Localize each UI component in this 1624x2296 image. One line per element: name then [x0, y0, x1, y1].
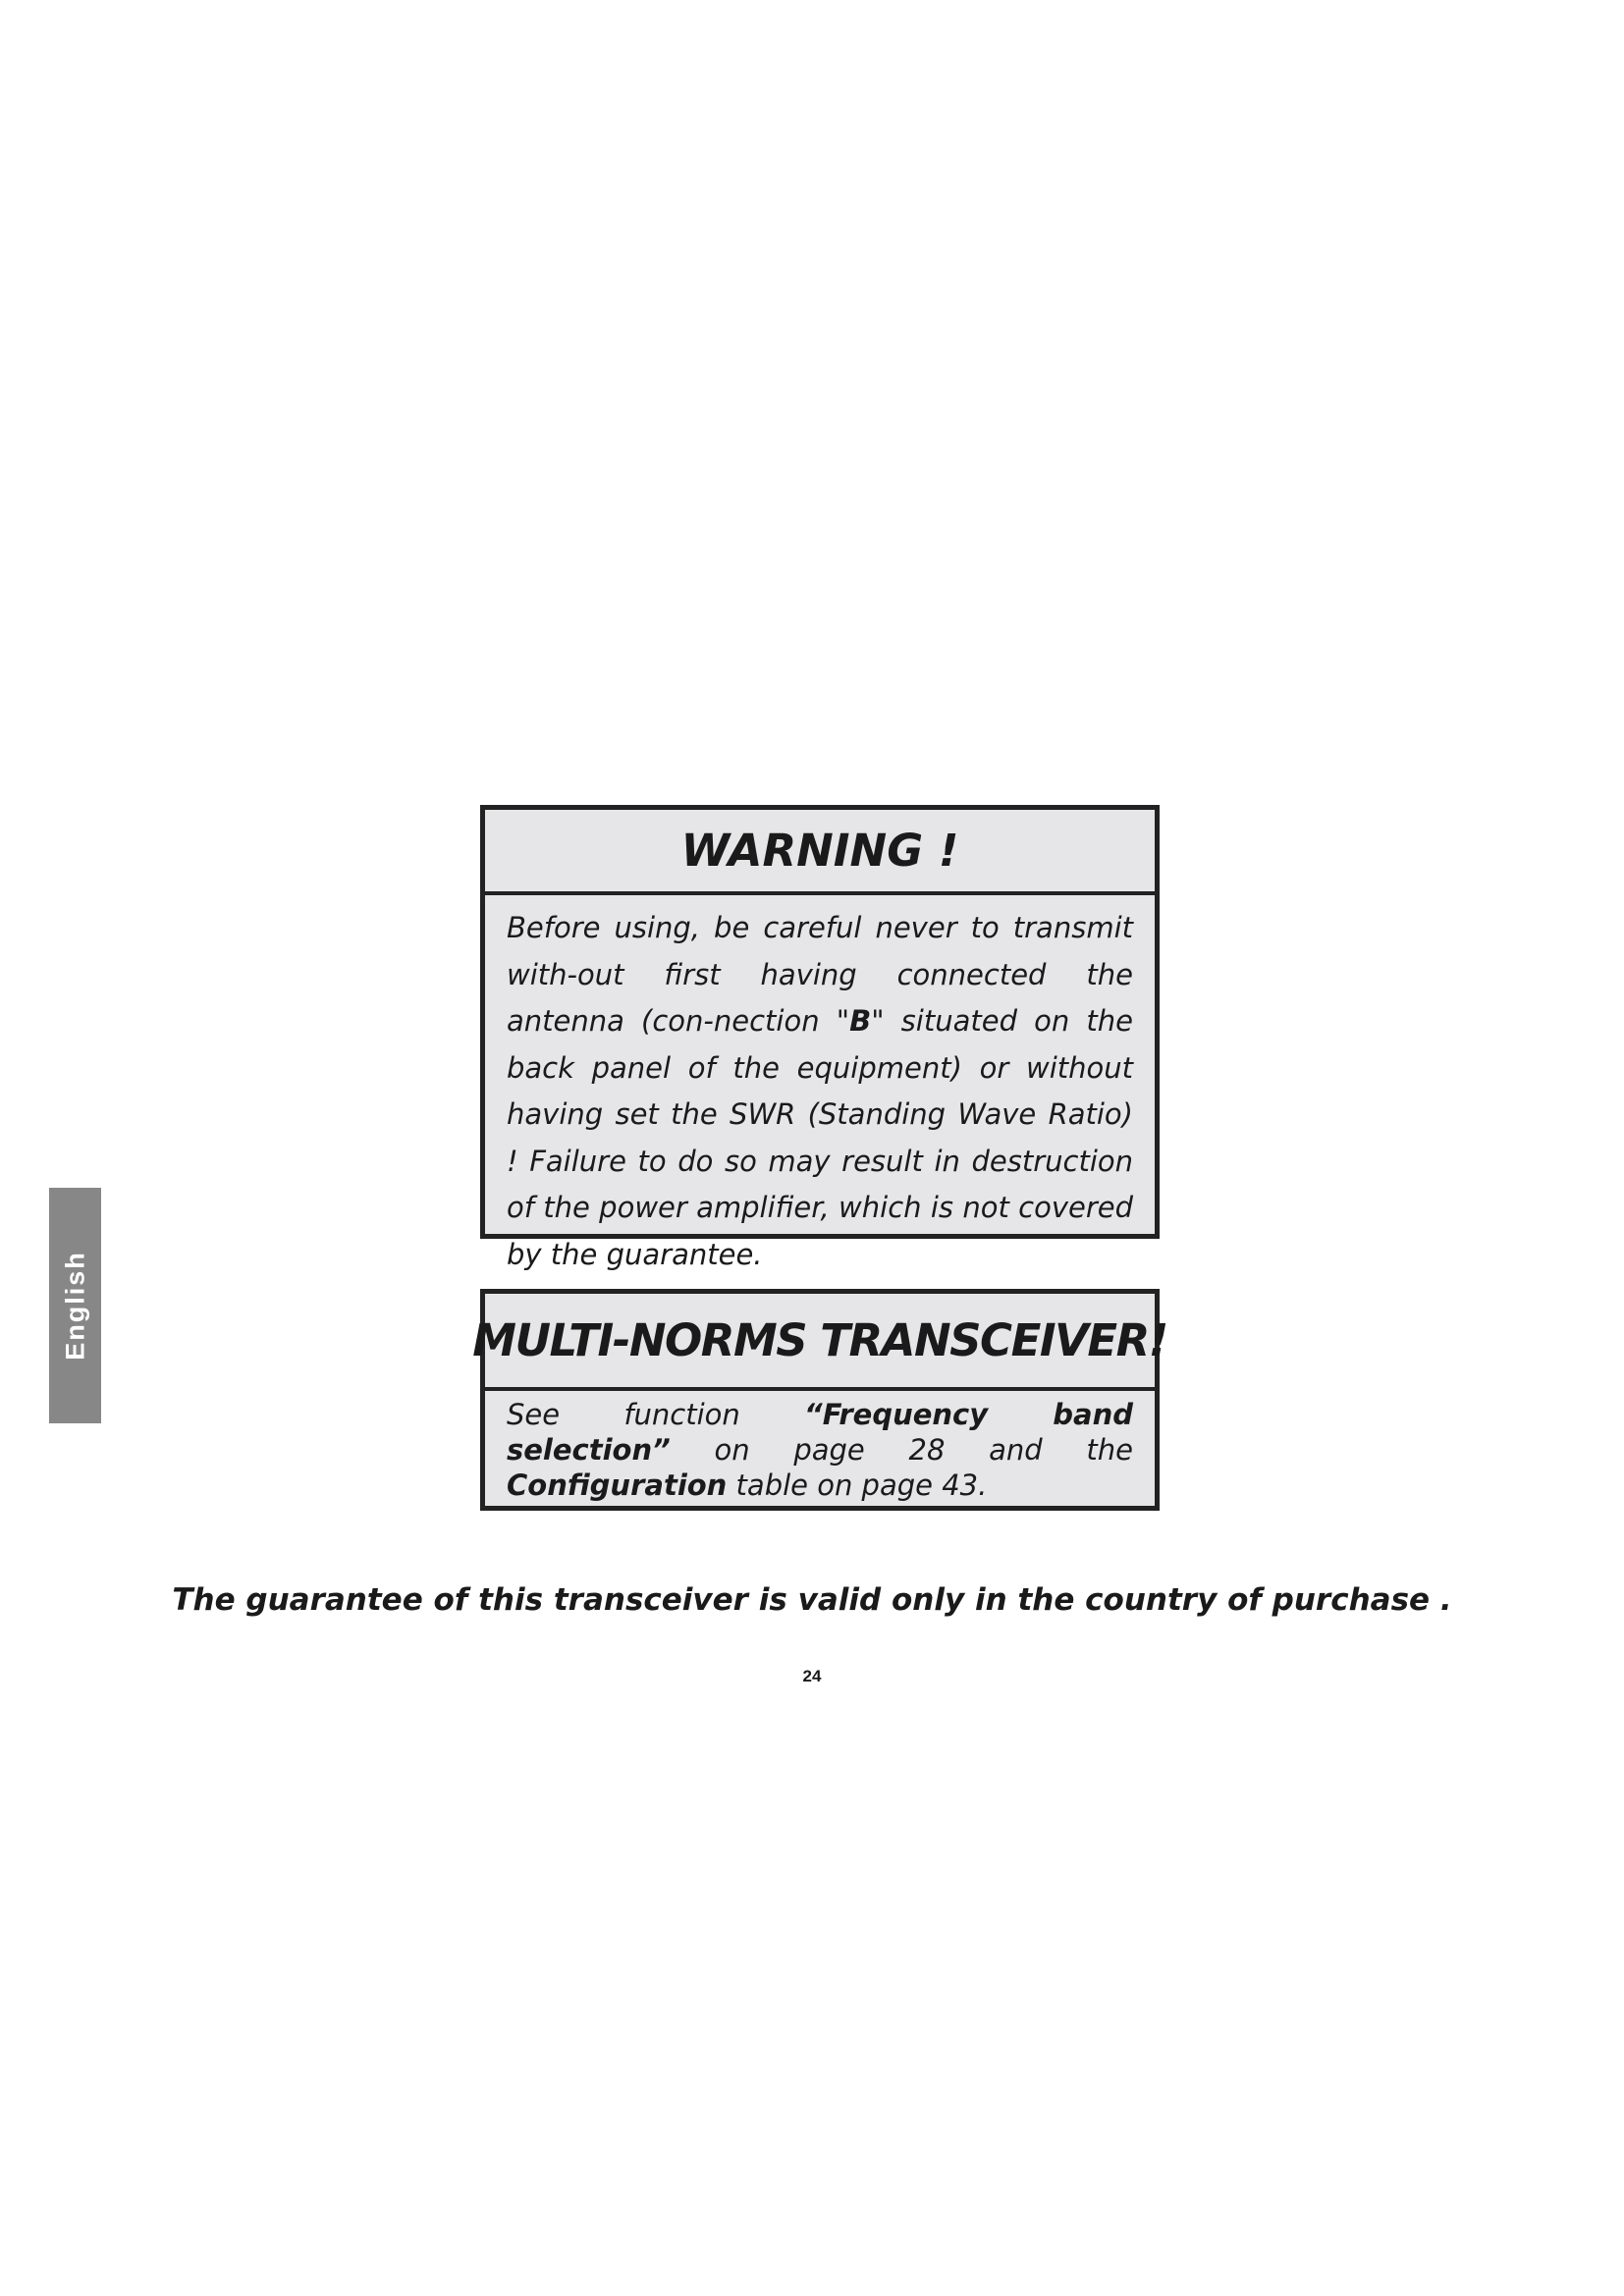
warning-text [485, 895, 1155, 1278]
multi-norms-text [485, 1391, 1155, 1503]
multi-norms-text-part3: table on page 43. [727, 1468, 988, 1502]
language-tab-label: English [60, 1251, 89, 1361]
multi-norms-box [472, 1289, 1167, 1511]
language-side-tab [49, 1188, 101, 1423]
warning-text-part1: Before using, be careful never to transmit with-out first having connected the antenna (con-nection " [507, 911, 1133, 1038]
warning-text-part2: " situated on the back panel of the equipment) or without having set the SWR (Standing Wave Ratio) ! Failure to do so may result in destruction of the power amplifier, which is not covered by the guarantee. [507, 1004, 1133, 1271]
frequency-band-reference: “Frequency band selection” [507, 1398, 1133, 1467]
warning-box [480, 805, 1160, 1271]
multi-norms-title: MULTI-NORMS TRANSCEIVER! [485, 1294, 1155, 1391]
page-number: 24 [802, 1667, 822, 1685]
configuration-reference: Configuration [507, 1468, 728, 1502]
guarantee-note: The guarantee of this transceiver is valid only in the country of purchase . [172, 1582, 1452, 1618]
multi-norms-text-part2: on page 28 and the [670, 1433, 1133, 1467]
antenna-connector-label: B [849, 1004, 872, 1038]
multi-norms-text-part1: See function [507, 1398, 805, 1431]
warning-title: WARNING ! [485, 810, 1155, 895]
